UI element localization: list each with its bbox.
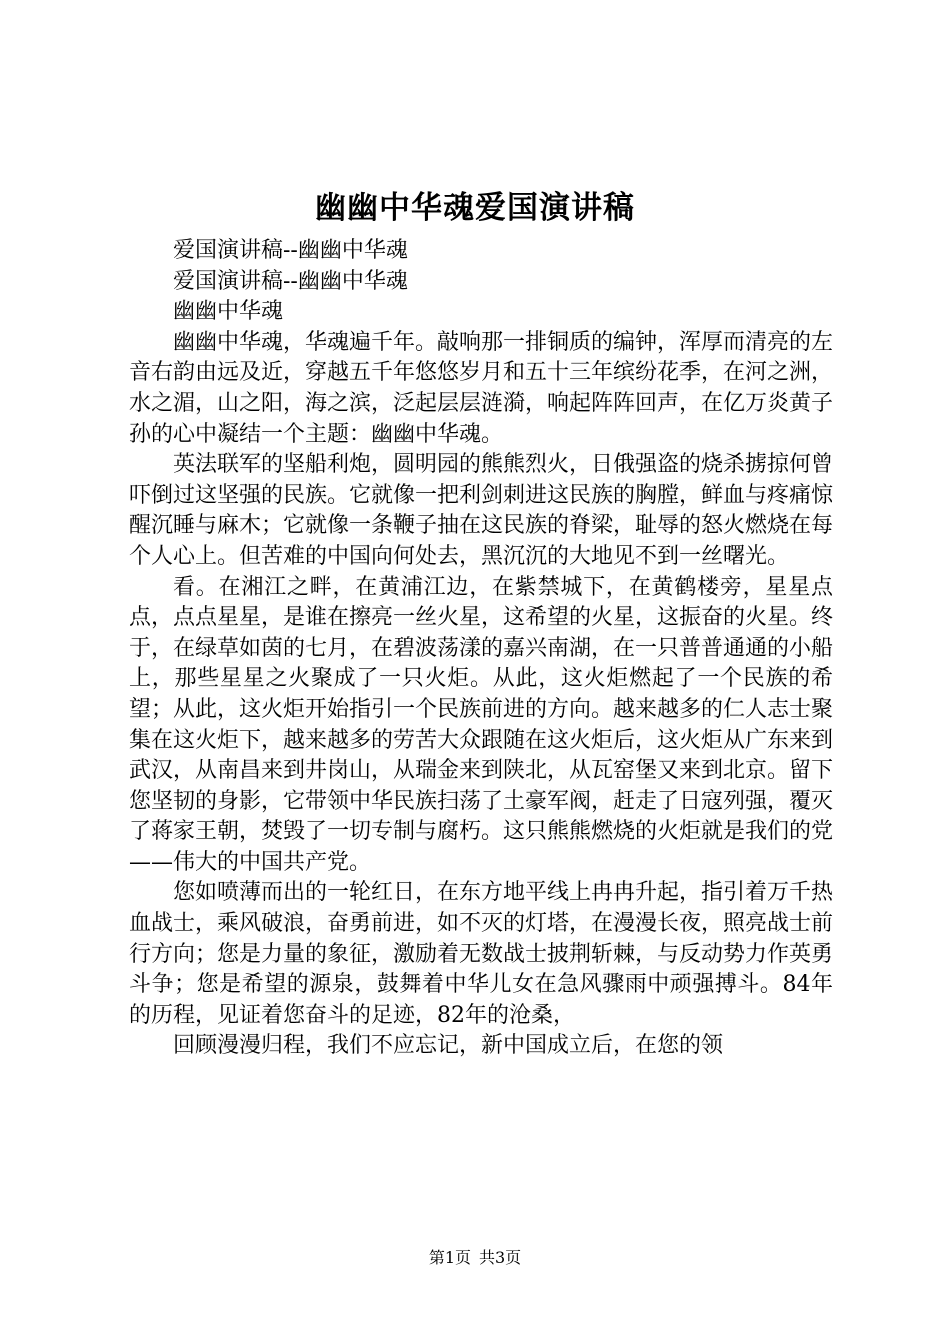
- document-title: 幽幽中华魂爱国演讲稿: [315, 190, 635, 226]
- paragraph: 爱国演讲稿--幽幽中华魂: [173, 238, 408, 263]
- paragraph: 幽幽中华魂: [173, 299, 284, 325]
- document-body: [129, 236, 833, 1062]
- paragraph: 幽幽中华魂，华魂遍千年。敲响那一排铜质的编钟，浑厚而清亮的左音右韵由远及近，穿越五千年悠悠岁月和五十三年缤纷花季，在河之洲，水之湄，山之阳，海之滨，泛起层层涟漪，响起阵阵回声，在亿万炎黄子孙的心中凝结一个主题：幽幽中华魂。: [129, 329, 834, 447]
- paragraph: 英法联军的坚船利炮，圆明园的熊熊烈火，日俄强盗的烧杀掳掠何曾吓倒过这坚强的民族。它就像一把利剑刺进这民族的胸膛，鲜血与疼痛惊醒沉睡与麻木；它就像一条鞭子抽在这民族的脊梁，耻辱的怒火燃烧在每个人心上。但苦难的中国向何处去，黑沉沉的大地见不到一丝曙光。: [129, 452, 834, 569]
- page-footer: [0, 1247, 950, 1269]
- page-number: 第1页: [428, 1248, 471, 1267]
- paragraph: 回顾漫漫归程，我们不应忘记，新中国成立后，在您的领: [173, 1033, 724, 1059]
- paragraph: 看。在湘江之畔，在黄浦江边，在紫禁城下，在黄鹤楼旁，星星点点，点点星星，是谁在擦亮一丝火星，这希望的火星，这振奋的火星。终于，在绿草如茵的七月，在碧波荡漾的嘉兴南湖，在一只普普通通的小船上，那些星星之火聚成了一只火炬。从此，这火炬燃起了一个民族的希望；从此，这火炬开始指引一个民族前进的方向。越来越多的仁人志士聚集在这火炬下，越来越多的劳苦大众跟随在这火炬后，这火炬从广东来到武汉，从南昌来到井岗山，从瑞金来到陕北，从瓦窑堡又来到北京。留下您坚韧的身影，它带领中华民族扫荡了土豪军阀，赶走了日寇列强，覆灭了蒋家王朝，焚毁了一切专制与腐朽。这只熊熊燃烧的火炬就是我们的党——伟大的中国共产党。: [129, 574, 834, 875]
- paragraph: 爱国演讲稿--幽幽中华魂: [173, 268, 408, 294]
- page-total: 共3页: [479, 1248, 522, 1267]
- paragraph: 您如喷薄而出的一轮红日，在东方地平线上冉冉升起，指引着万千热血战士，乘风破浪，奋勇前进，如不灭的灯塔，在漫漫长夜，照亮战士前行方向；您是力量的象征，激励着无数战士披荆斩棘，与反动势力作英勇斗争；您是希望的源泉，鼓舞着中华儿女在急风骤雨中顽强搏斗。84年的历程，见证着您奋斗的足迹，82年的沧桑，: [129, 880, 834, 1028]
